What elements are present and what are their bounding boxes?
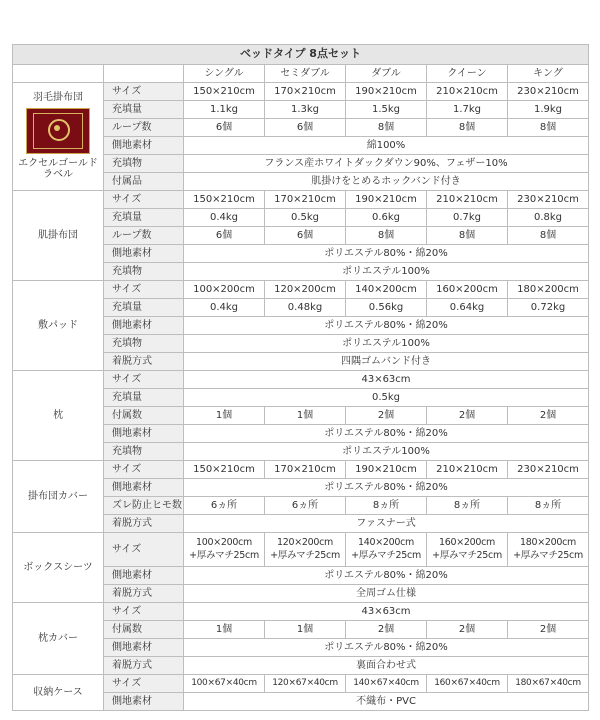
size-header-single: シングル: [184, 65, 265, 83]
spec-value-line: 140×200cm: [357, 536, 414, 548]
attribute-label: サイズ: [104, 461, 184, 479]
attribute-label: 充填量: [104, 299, 184, 317]
spec-value: 6個: [184, 119, 265, 137]
spec-value-all-sizes: ポリエステル80%・綿20%: [184, 245, 589, 263]
spec-value-all-sizes: ポリエステル100%: [184, 335, 589, 353]
spec-value-all-sizes: 43×63cm: [184, 603, 589, 621]
category-name: 羽毛掛布団: [33, 92, 83, 104]
spec-value: 1.3kg: [265, 101, 346, 119]
spec-value-all-sizes: ポリエステル100%: [184, 263, 589, 281]
attribute-label: 付属品: [104, 173, 184, 191]
attribute-label: サイズ: [104, 191, 184, 209]
attribute-label: 充填量: [104, 101, 184, 119]
spec-value: 150×210cm: [184, 461, 265, 479]
attribute-label: サイズ: [104, 371, 184, 389]
spec-value: 160×67×40cm: [427, 675, 508, 693]
size-header-double: ダブル: [346, 65, 427, 83]
spec-value: 230×210cm: [508, 191, 589, 209]
spec-value: 190×210cm: [346, 83, 427, 101]
spec-value: 190×210cm: [346, 191, 427, 209]
spec-value: 180×67×40cm: [508, 675, 589, 693]
category-name: 掛布団カバー: [28, 490, 88, 502]
spec-value-all-sizes: 四隅ゴムバンド付き: [184, 353, 589, 371]
spec-value-line: 100×200cm: [195, 536, 252, 548]
spec-value: 2個: [346, 407, 427, 425]
spec-value: 1.1kg: [184, 101, 265, 119]
attribute-label: サイズ: [104, 603, 184, 621]
attribute-label: ループ数: [104, 227, 184, 245]
spec-value: 190×210cm: [346, 461, 427, 479]
attribute-label: 側地素材: [104, 137, 184, 155]
attribute-label: サイズ: [104, 675, 184, 693]
spec-value: 100×200cm: [184, 281, 265, 299]
spec-value: 140×200cm: [346, 281, 427, 299]
size-header-king: キング: [508, 65, 589, 83]
spec-value: 0.5kg: [265, 209, 346, 227]
size-header-semidouble: セミダブル: [265, 65, 346, 83]
spec-value: 0.8kg: [508, 209, 589, 227]
spec-value: [508, 533, 589, 567]
attribute-label: 充填物: [104, 155, 184, 173]
table-title: ベッドタイプ 8点セット: [13, 45, 589, 65]
attribute-label: 充填物: [104, 443, 184, 461]
spec-value: 230×210cm: [508, 461, 589, 479]
category-cell-pillow: [13, 371, 104, 461]
spec-value: 8ヵ所: [427, 497, 508, 515]
spec-value: 2個: [508, 407, 589, 425]
attribute-label: 側地素材: [104, 317, 184, 335]
category-name: ボックスシーツ: [23, 561, 93, 573]
category-name: 枕: [53, 409, 63, 421]
spec-value: 8個: [346, 119, 427, 137]
spec-value: 8個: [427, 227, 508, 245]
attribute-label: 充填量: [104, 389, 184, 407]
attribute-label: サイズ: [104, 83, 184, 101]
attribute-label: 側地素材: [104, 693, 184, 711]
spec-value: 8ヵ所: [346, 497, 427, 515]
spec-value: [265, 533, 346, 567]
spec-value: 8個: [508, 119, 589, 137]
spec-value: 160×200cm: [427, 281, 508, 299]
spec-value: 120×67×40cm: [265, 675, 346, 693]
attribute-label: サイズ: [104, 533, 184, 567]
spec-value-line: +厚みマチ25cm: [189, 549, 259, 561]
spec-value: 0.6kg: [346, 209, 427, 227]
spec-value-all-sizes: ポリエステル100%: [184, 443, 589, 461]
spec-value: 6ヵ所: [265, 497, 346, 515]
spec-value-line: 180×200cm: [520, 536, 577, 548]
spec-value: 0.48kg: [265, 299, 346, 317]
table-row: [13, 371, 589, 389]
attribute-label: 着脱方式: [104, 657, 184, 675]
attribute-label: 着脱方式: [104, 585, 184, 603]
category-name: 枕カバー: [38, 632, 78, 644]
spec-value: 170×210cm: [265, 461, 346, 479]
spec-value: 2個: [508, 621, 589, 639]
spec-value-all-sizes: ポリエステル80%・綿20%: [184, 639, 589, 657]
spec-value: 150×210cm: [184, 83, 265, 101]
spec-value: 1.9kg: [508, 101, 589, 119]
attribute-label: 充填量: [104, 209, 184, 227]
spec-value: 6個: [265, 119, 346, 137]
spec-value-all-sizes: 43×63cm: [184, 371, 589, 389]
spec-value: 230×210cm: [508, 83, 589, 101]
spec-value: 0.7kg: [427, 209, 508, 227]
spec-value-all-sizes: ポリエステル80%・綿20%: [184, 567, 589, 585]
corner-cell: [13, 65, 104, 83]
table-row: [13, 675, 589, 693]
spec-value: [184, 533, 265, 567]
gold-label-image: [26, 108, 90, 154]
spec-value: 210×210cm: [427, 461, 508, 479]
spec-value: 6個: [265, 227, 346, 245]
spec-value: 1個: [184, 621, 265, 639]
table-row: [13, 83, 589, 101]
spec-value: 0.4kg: [184, 209, 265, 227]
spec-value-all-sizes: ポリエステル80%・綿20%: [184, 317, 589, 335]
spec-value-all-sizes: 全周ゴム仕様: [184, 585, 589, 603]
spec-value: 210×210cm: [427, 191, 508, 209]
spec-value: 2個: [427, 621, 508, 639]
table-row: [13, 281, 589, 299]
spec-value: 0.56kg: [346, 299, 427, 317]
spec-value: 140×67×40cm: [346, 675, 427, 693]
emblem-icon: [48, 119, 70, 141]
category-cell-storage-case: [13, 675, 104, 711]
category-cell-pillow-cover: [13, 603, 104, 675]
table-row: [13, 461, 589, 479]
spec-value: 2個: [427, 407, 508, 425]
spec-value: 1個: [265, 621, 346, 639]
table-row: [13, 603, 589, 621]
spec-value-all-sizes: 肌掛けをとめるホックバンド付き: [184, 173, 589, 191]
spec-value: 170×210cm: [265, 83, 346, 101]
spec-value-line: +厚みマチ25cm: [513, 549, 583, 561]
attribute-label: ループ数: [104, 119, 184, 137]
spec-value-all-sizes: 0.5kg: [184, 389, 589, 407]
spec-value-line: +厚みマチ25cm: [351, 549, 421, 561]
spec-value: 8個: [508, 227, 589, 245]
category-name: 収納ケース: [33, 686, 83, 698]
spec-value: 6個: [184, 227, 265, 245]
category-subtitle: エクセルゴールド: [18, 157, 98, 169]
category-name: 肌掛布団: [38, 229, 78, 241]
attribute-label: 付属数: [104, 407, 184, 425]
size-header-queen: クイーン: [427, 65, 508, 83]
spec-value-line: +厚みマチ25cm: [432, 549, 502, 561]
spec-value: 2個: [346, 621, 427, 639]
attribute-label: 着脱方式: [104, 515, 184, 533]
spec-value: 1個: [265, 407, 346, 425]
spec-value-all-sizes: 裏面合わせ式: [184, 657, 589, 675]
spec-value: [427, 533, 508, 567]
category-cell-light-comforter: [13, 191, 104, 281]
spec-value-all-sizes: ファスナー式: [184, 515, 589, 533]
attribute-label: 側地素材: [104, 245, 184, 263]
attribute-label: 着脱方式: [104, 353, 184, 371]
attribute-label: サイズ: [104, 281, 184, 299]
category-cell-comforter-cover: [13, 461, 104, 533]
spec-value: 120×200cm: [265, 281, 346, 299]
corner-cell: [104, 65, 184, 83]
spec-value: 8個: [346, 227, 427, 245]
attribute-label: 側地素材: [104, 567, 184, 585]
spec-value: 0.72kg: [508, 299, 589, 317]
spec-value: 8ヵ所: [508, 497, 589, 515]
spec-value: 1.7kg: [427, 101, 508, 119]
spec-value-line: 160×200cm: [438, 536, 495, 548]
table-row: [13, 191, 589, 209]
spec-value: [346, 533, 427, 567]
spec-value: 150×210cm: [184, 191, 265, 209]
attribute-label: 側地素材: [104, 639, 184, 657]
spec-value: 0.4kg: [184, 299, 265, 317]
spec-table: [12, 44, 589, 711]
table-row: [13, 533, 589, 567]
spec-value-all-sizes: 綿100%: [184, 137, 589, 155]
attribute-label: ズレ防止ヒモ数: [104, 497, 184, 515]
category-subtitle: ラベル: [43, 169, 73, 181]
attribute-label: 側地素材: [104, 425, 184, 443]
spec-value: 210×210cm: [427, 83, 508, 101]
attribute-label: 充填物: [104, 335, 184, 353]
spec-value-line: 120×200cm: [276, 536, 333, 548]
spec-value-all-sizes: 不織布・PVC: [184, 693, 589, 711]
spec-value: 100×67×40cm: [184, 675, 265, 693]
category-name: 敷パッド: [38, 319, 78, 331]
attribute-label: 充填物: [104, 263, 184, 281]
spec-body: [13, 83, 589, 711]
attribute-label: 側地素材: [104, 479, 184, 497]
spec-value-all-sizes: ポリエステル80%・綿20%: [184, 479, 589, 497]
spec-value: 1個: [184, 407, 265, 425]
spec-value: 8個: [427, 119, 508, 137]
attribute-label: 付属数: [104, 621, 184, 639]
spec-value: 0.64kg: [427, 299, 508, 317]
spec-value: 170×210cm: [265, 191, 346, 209]
spec-value: 6ヵ所: [184, 497, 265, 515]
category-cell-down-comforter: [13, 83, 104, 191]
spec-value-all-sizes: ポリエステル80%・綿20%: [184, 425, 589, 443]
spec-value: 1.5kg: [346, 101, 427, 119]
spec-value-all-sizes: フランス産ホワイトダックダウン90%、フェザー10%: [184, 155, 589, 173]
size-header-row: [13, 65, 589, 83]
spec-value-line: +厚みマチ25cm: [270, 549, 340, 561]
spec-value: 180×200cm: [508, 281, 589, 299]
category-cell-box-sheets: [13, 533, 104, 603]
category-cell-mattress-pad: [13, 281, 104, 371]
